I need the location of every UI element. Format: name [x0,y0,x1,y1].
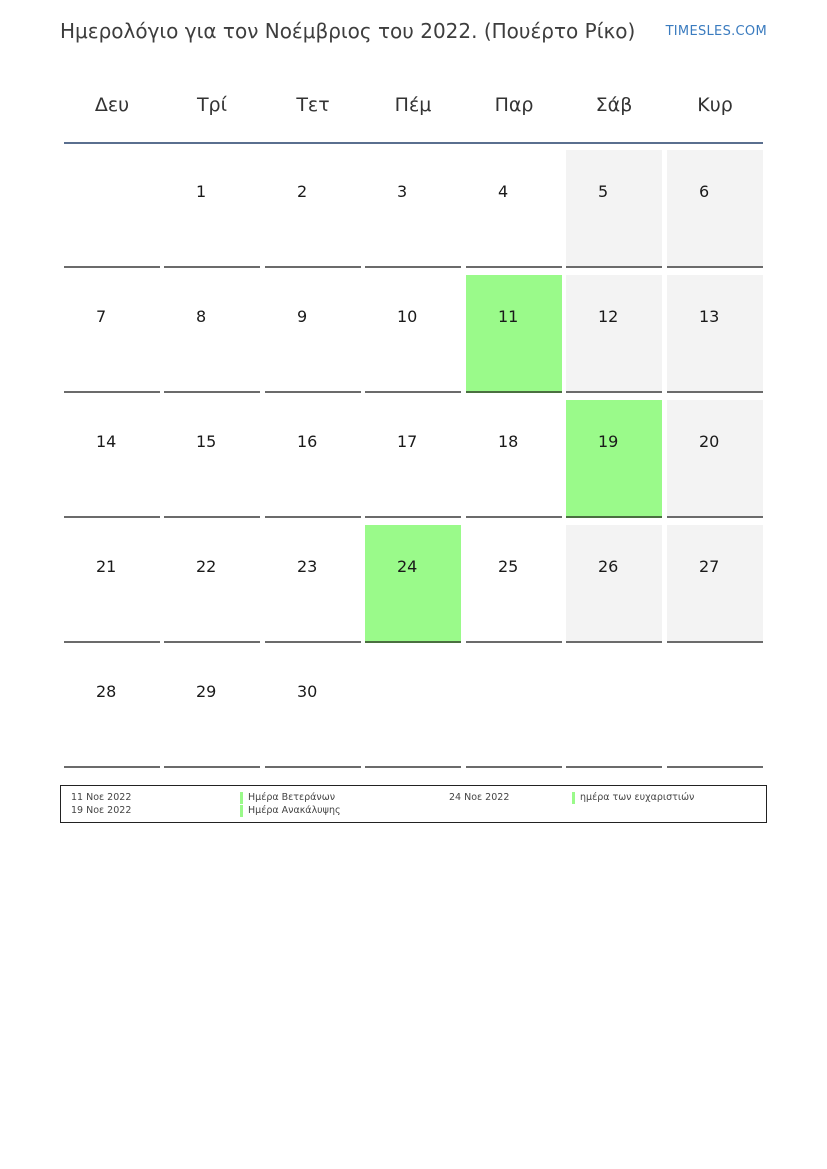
day-cell-26[interactable] [566,525,662,643]
day-cell-13[interactable] [667,275,763,393]
day-number: 8 [196,307,207,326]
day-cell-3[interactable] [365,150,461,268]
day-number: 23 [297,557,318,576]
legend-holiday-name: Ημέρα Βετεράνων [248,792,336,803]
day-cell-15[interactable] [164,400,260,518]
day-number: 21 [96,557,117,576]
day-cell-28[interactable] [64,650,160,768]
day-number: 29 [196,682,217,701]
day-number: 27 [699,557,720,576]
day-cell-27[interactable] [667,525,763,643]
weekday-sat: Σάβ [595,94,633,116]
day-number: 1 [196,182,207,201]
day-cell-18[interactable] [466,400,562,518]
legend-color-marker [572,792,575,804]
day-cell-30[interactable] [265,650,361,768]
weekday-sun: Κυρ [697,94,733,116]
day-cell-22[interactable] [164,525,260,643]
day-number: 15 [196,432,217,451]
legend-holiday-name: ημέρα των ευχαριστιών [580,792,695,803]
day-number: 12 [598,307,619,326]
weekday-fri: Παρ [494,94,534,116]
legend-color-marker [240,792,243,804]
day-cell-21[interactable] [64,525,160,643]
day-number: 13 [699,307,720,326]
day-number: 19 [598,432,619,451]
day-number: 14 [96,432,117,451]
day-cell-23[interactable] [265,525,361,643]
day-cell-16[interactable] [265,400,361,518]
day-cell-6[interactable] [667,150,763,268]
legend-color-marker [240,805,243,817]
day-cell-5[interactable] [566,150,662,268]
day-number: 30 [297,682,318,701]
day-cell-1[interactable] [164,150,260,268]
header-divider [64,142,763,144]
day-number: 24 [397,557,418,576]
legend-date: 24 Νοε 2022 [449,792,510,803]
day-number: 9 [297,307,308,326]
day-cell-20[interactable] [667,400,763,518]
day-cell-11[interactable] [466,275,562,393]
day-number: 22 [196,557,217,576]
day-number: 6 [699,182,710,201]
day-number: 28 [96,682,117,701]
calendar-title: Ημερολόγιο για τον Νοέμβριος του 2022. (Πουέρτο Ρίκο) [60,19,636,43]
day-cell-10[interactable] [365,275,461,393]
day-number: 2 [297,182,308,201]
empty-day-cell-thu [365,650,461,768]
day-cell-17[interactable] [365,400,461,518]
day-cell-25[interactable] [466,525,562,643]
weekday-header-row [64,85,763,125]
legend-holiday-name: Ημέρα Ανακάλυψης [248,805,341,816]
day-number: 10 [397,307,418,326]
empty-day-cell-fri [466,650,562,768]
day-number: 20 [699,432,720,451]
weekday-mon: Δευ [94,94,130,116]
day-cell-29[interactable] [164,650,260,768]
day-number: 25 [498,557,519,576]
day-number: 16 [297,432,318,451]
weekday-tue: Τρί [196,94,228,116]
day-cell-9[interactable] [265,275,361,393]
day-cell-7[interactable] [64,275,160,393]
weekday-wed: Τετ [296,94,330,116]
day-number: 17 [397,432,418,451]
day-cell-4[interactable] [466,150,562,268]
brand-link[interactable]: TIMESLES.COM [665,24,767,39]
day-cell-12[interactable] [566,275,662,393]
day-number: 11 [498,307,519,326]
empty-day-cell-sun [667,650,763,768]
day-cell-2[interactable] [265,150,361,268]
day-cell-19[interactable] [566,400,662,518]
holiday-legend [60,785,767,823]
legend-date: 11 Νοε 2022 [71,792,132,803]
day-number: 5 [598,182,609,201]
day-number: 18 [498,432,519,451]
day-number: 26 [598,557,619,576]
day-number: 3 [397,182,408,201]
legend-date: 19 Νοε 2022 [71,805,132,816]
day-cell-24[interactable] [365,525,461,643]
day-number: 7 [96,307,107,326]
day-cell-14[interactable] [64,400,160,518]
empty-day-cell-mon [64,150,160,268]
weekday-thu: Πέμ [394,94,432,116]
day-number: 4 [498,182,509,201]
day-cell-8[interactable] [164,275,260,393]
empty-day-cell-sat [566,650,662,768]
